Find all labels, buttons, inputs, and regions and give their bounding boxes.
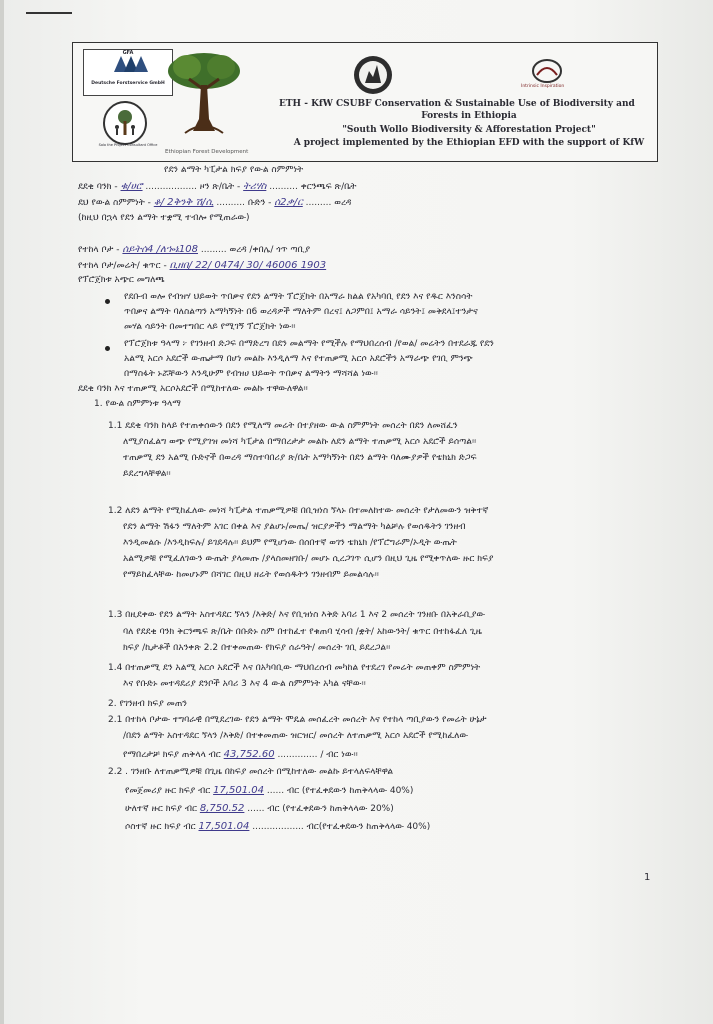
para-1-2-line1: 1.2 ለደን ልማት የሚከፈለው መነሻ ካፒታል ተጠቃሚዎቹ በቢዝነስ ኘላኑ በተመለከተው መሰረት የታለመውን ዝቅተኛ bbox=[108, 506, 489, 516]
bullet2-line3: በማስፋት ኑሯቸውን እንዲሁም የብዝሀ ህይወት ጥበቃና ልማትን ማሻሻል ነው፡፡ bbox=[124, 369, 378, 379]
para-1-1-line3: ተጠቃሚ ደን አልሚ ቡድኖች በወረዳ ማስተባበሪያ ጽ/ቤት አማካኝነት በደን ልማት ባለሙያዎች የቴክኒክ ድጋፍ bbox=[123, 453, 477, 463]
consultant-round-logo bbox=[103, 101, 147, 145]
handwritten-land-number: ቢዘበ/ 22/ 0474/ 30/ 46006 1903 bbox=[169, 260, 327, 271]
note-hereinafter: (ከዚህ በኋላ የደን ልማት ተቋሚ ተብሎ የሚጠራው) bbox=[78, 213, 250, 223]
header-project-line-4: A project implemented by the Ethiopian EFD with the support of KfW bbox=[293, 138, 645, 148]
tree-person-icon bbox=[105, 103, 145, 143]
payment-round-3: ሶስተኛ ዙር ክፍያ ብር 17,501.04 .................. ብር(የተፈቀደውን ከጠቅላላው 40%) bbox=[125, 821, 431, 832]
header-project-line-1: ETH - KfW CSUBF Conservation & Sustainable Use of Biodiversity and bbox=[279, 99, 635, 109]
document-page bbox=[4, 0, 713, 1024]
para-2-2: 2.2 . ገንዘቡ ለተጠቃሚዎቹ በጊዜ በከፍያ መሰረት በሚከተለው መልኩ ይተላለፍላቸዋል bbox=[108, 767, 394, 777]
consultant-caption: Solo the Project Consultant Office bbox=[98, 143, 158, 147]
bullet2-line2: አልሚ አርሶ አደሮች ውጤታማ በሆነ መልኩ እንዲለማ እና የተጠቃሚ አርሶ አደሮችን አማራጭ የገቢ ምንጭ bbox=[124, 354, 473, 364]
handwritten-site: ሰይትሰ4 /ለኈኔ108 bbox=[122, 244, 198, 255]
handwritten-round-1-amount: 17,501.04 bbox=[213, 785, 265, 796]
seal-icon bbox=[353, 53, 393, 99]
handwritten-group: ሰ2ቃ/ር bbox=[274, 197, 303, 208]
payment-round-2: ሁለተኛ ዙር ክፍያ ብር 8,750.52 ...... ብር (የተፈቀደውን ከጠቅላላው 20%) bbox=[125, 803, 394, 814]
handwritten-round-2-amount: 8,750.52 bbox=[199, 803, 245, 814]
bullet1-line3: መሃል ሳይንት በመተግበር ላይ የሚገኝ ፕሮጀክት ነው፡፡ bbox=[124, 322, 296, 332]
para-1-3-line2: ባለ የደደቂ ባንክ ቅርንጫፍ ጽ/ቤት በቡድኑ ስም በተከፈተ የቁጠባ ሂሳብ /ቋት/ አከውንት/ ቁጥር በተከፋፈለ ጊዜ bbox=[123, 627, 482, 637]
para-1-2-line5: የማይከፈላቸው ከመሆኑም በሻገር በዚህ ዘሬት የወሰዱትን ገንዘብም ይመልሳሉ፡፡ bbox=[123, 570, 379, 580]
para-1-2-line3: እንዲመልሱ /እንዲከፍሉ/ ይገደዳሉ፡፡ ይህም የሚሆነው በሰበተኛ ወገን ቴክኒክ /የፕሮግራም/ኦዲት ውጤት bbox=[123, 538, 457, 548]
letterhead bbox=[72, 42, 658, 162]
handwritten-party: ቆ/ 2ቅንቅ ሽ/ሲ bbox=[153, 197, 214, 208]
para-1-3-line1: 1.3 በዚደቀው የደን ልማት አስተዳደር ኘላን /እቅድ/ እና የቢዝነስ እቅድ አባሪ 1 እና 2 መሰረት ገንዘቡ በአቅራቢያው bbox=[108, 610, 486, 620]
handwritten-round-3-amount: 17,501.04 bbox=[198, 821, 250, 832]
gfa-caption: Deutsche Forstservice GmbH bbox=[91, 81, 165, 86]
field-bank-branch: ደደቂ ባንክ - ቁ/ሀሮ .................. ዞን ጽ/ቤት - ትሪሃስ .......... ቀርንጫፍ ጽ/ቤት bbox=[78, 181, 357, 192]
field-agreement-party: ደህ የውል ስምምነት - ቆ/ 2ቅንቅ ሽ/ሲ .......... ቡድን - ሰ2ቃ/ር ......... ወረዳ bbox=[78, 197, 352, 208]
top-mark bbox=[26, 12, 72, 14]
gfa-logo bbox=[83, 49, 173, 147]
bullet-icon bbox=[105, 346, 110, 351]
handwritten-zone: ትሪሃስ bbox=[243, 181, 267, 192]
donor-logo bbox=[521, 57, 573, 99]
handwritten-total-amount: 43,752.60 bbox=[223, 749, 275, 760]
bullet1-line1: የደቡብ ወሎ የብዝሃ ህይወት ጥበቃና የደን ልማት ፕሮጀክት በአማራ ክልል የአካባቢ የደን እና የዱር እንስሳት bbox=[124, 292, 473, 302]
para-2-1-line1: 2.1 በተከላ ቦታው ተግባራዊ በሚደረገው የደን ልማት ሞዴል መሰፈረት መሰረት እና የተከላ ጣቢያውን የመሬት ሁኔታ bbox=[108, 715, 487, 725]
donor-caption: Intrinsic Inspiration bbox=[521, 84, 565, 89]
bullet1-line2: ጥበቃና ልማት ባለስልጣን አማካኝነት በ6 ወረዳዎች ማለትም በረና፤ ለጋምበ፤ አማራ ሳይንት፤ መቅደላ፤ተንታና bbox=[124, 307, 478, 317]
tree-triangle-icon bbox=[134, 56, 148, 72]
big-tree-icon bbox=[165, 49, 243, 139]
para-1-2-line2: የደን ልማት ሽፋን ማለትም አገር በቀል እና ያልሆኑ/መጤ/ ዝርያዎችን ማልማት ካልቻሉ የወሰዱትን ገንዘብ bbox=[123, 522, 466, 532]
gfa-logo-box bbox=[83, 49, 173, 96]
donor-icon bbox=[521, 57, 573, 99]
gfa-label: GFA bbox=[122, 50, 134, 56]
para-1-1-line4: ይደረግላቸዋል፡፡ bbox=[123, 469, 171, 479]
handwritten-bank: ቁ/ሀሮ bbox=[120, 181, 143, 192]
bullet-icon bbox=[105, 299, 110, 304]
efd-tree-logo bbox=[165, 49, 249, 155]
para-1-1-line1: 1.1 ደደቂ ባንክ ከላይ የተጠቀሰውን በደን የሚለማ መሬት በተያዘው ውል ስምምነት መሰረት በደን ለመሸፈን bbox=[108, 421, 458, 431]
field-land-number: የተከላ ቦታ/መሬት/ ቁጥር - ቢዘበ/ 22/ 0474/ 30/ 46006 1903 bbox=[78, 260, 327, 271]
page-number: 1 bbox=[644, 872, 651, 883]
header-project-line-2: Forests in Ethiopia bbox=[421, 111, 517, 121]
para-1-3-line3: ክፍያ /ኪታቶች በአንቀጽ 2.2 በተቀመጠው የክፍያ ሰራዓት/ መሰረት ገቢ ይደረጋል፡፡ bbox=[123, 643, 391, 653]
header-project-line-3: "South Wollo Biodiversity & Afforestation Project" bbox=[342, 125, 596, 135]
section-2-heading: 2. የገንዘብ ክፍያ መጠን bbox=[108, 699, 188, 709]
authority-seal bbox=[353, 53, 393, 99]
document-title: የደን ልማት ካፒታል ክፍያ የውል ስምምነት bbox=[164, 165, 304, 175]
para-2-1-line3: የማበረታቻ ክፍያ ጠቅላላ ብር 43,752.60 .............. / ብር ነው፡፡ bbox=[123, 749, 358, 760]
intro-paragraph: ደደቂ ባንክ እና ተጠቃሚ አርሶአደሮች በሚከተለው መልኩ ተዋውለዋል፡፡ bbox=[78, 384, 308, 394]
para-2-1-line2: /በደን ልማት አስተዳደር ኘላን /እቅድ/ በተቀመጠው ዝርዝር/ መሰረት ለተጠቃሚ አርሶ አደሮች የሚከፈለው bbox=[123, 731, 469, 741]
para-1-1-line2: ለሚያስፈልግ ወጭ የሚያገዝ መነሻ ካፒታል በማበረታታ መልኩ ለደን ልማት ተጠቃሚ አርሶ አደሮች ይሰጣል፡፡ bbox=[123, 437, 477, 447]
section-1-heading: 1. የውል ስምምነቱ ዓላማ bbox=[94, 399, 181, 409]
section-project-summary: የፕሮጀክቱ አጭር መግለጫ bbox=[78, 275, 165, 285]
payment-round-1: የመጀመሪያ ዙር ክፍያ ብር 17,501.04 ...... ብር (የተፈቀደውን ከጠቅላላው 40%) bbox=[125, 785, 414, 796]
efd-caption: Ethiopian Forest Development bbox=[165, 149, 249, 155]
para-1-4-line2: እና የቡድኑ መተዳደሪያ ደንቦች አባሪ 3 እና 4 ውል ስምምነት አካል ናቸው፡፡ bbox=[123, 679, 366, 689]
para-1-2-line4: አልሚዎቹ የሚፈለገውን ውጤት ያላመጡ /ያላስመዘገቡ/ መሆኑ ሲረጋገጥ ሲሆን በዚህ ጊዜ የሚቀጥለው ዙር ክፍያ bbox=[123, 554, 494, 564]
bullet2-line1: የፕሮጀክቱ ዓላማ ፦ የገንዘብ ድጋፍ በማድረግ በደን መልማት የሚችሉ የማህበረሰብ /የወል/ መሬትን በተደራጁ የደን bbox=[124, 339, 494, 349]
field-planting-site: የተከላ ቦታ - ሰይትሰ4 /ለኈኔ108 ......... ወረዳ /ቀበሌ/ ጎጥ ጣቢያ bbox=[78, 244, 311, 255]
para-1-4-line1: 1.4 በተጠቃሚ ደን አልሚ አርሶ አደሮች እና በአካባቢው ማህበረሰብ መካከል የተደረገ የመሬት መጠቀም ስምምነት bbox=[108, 663, 481, 673]
